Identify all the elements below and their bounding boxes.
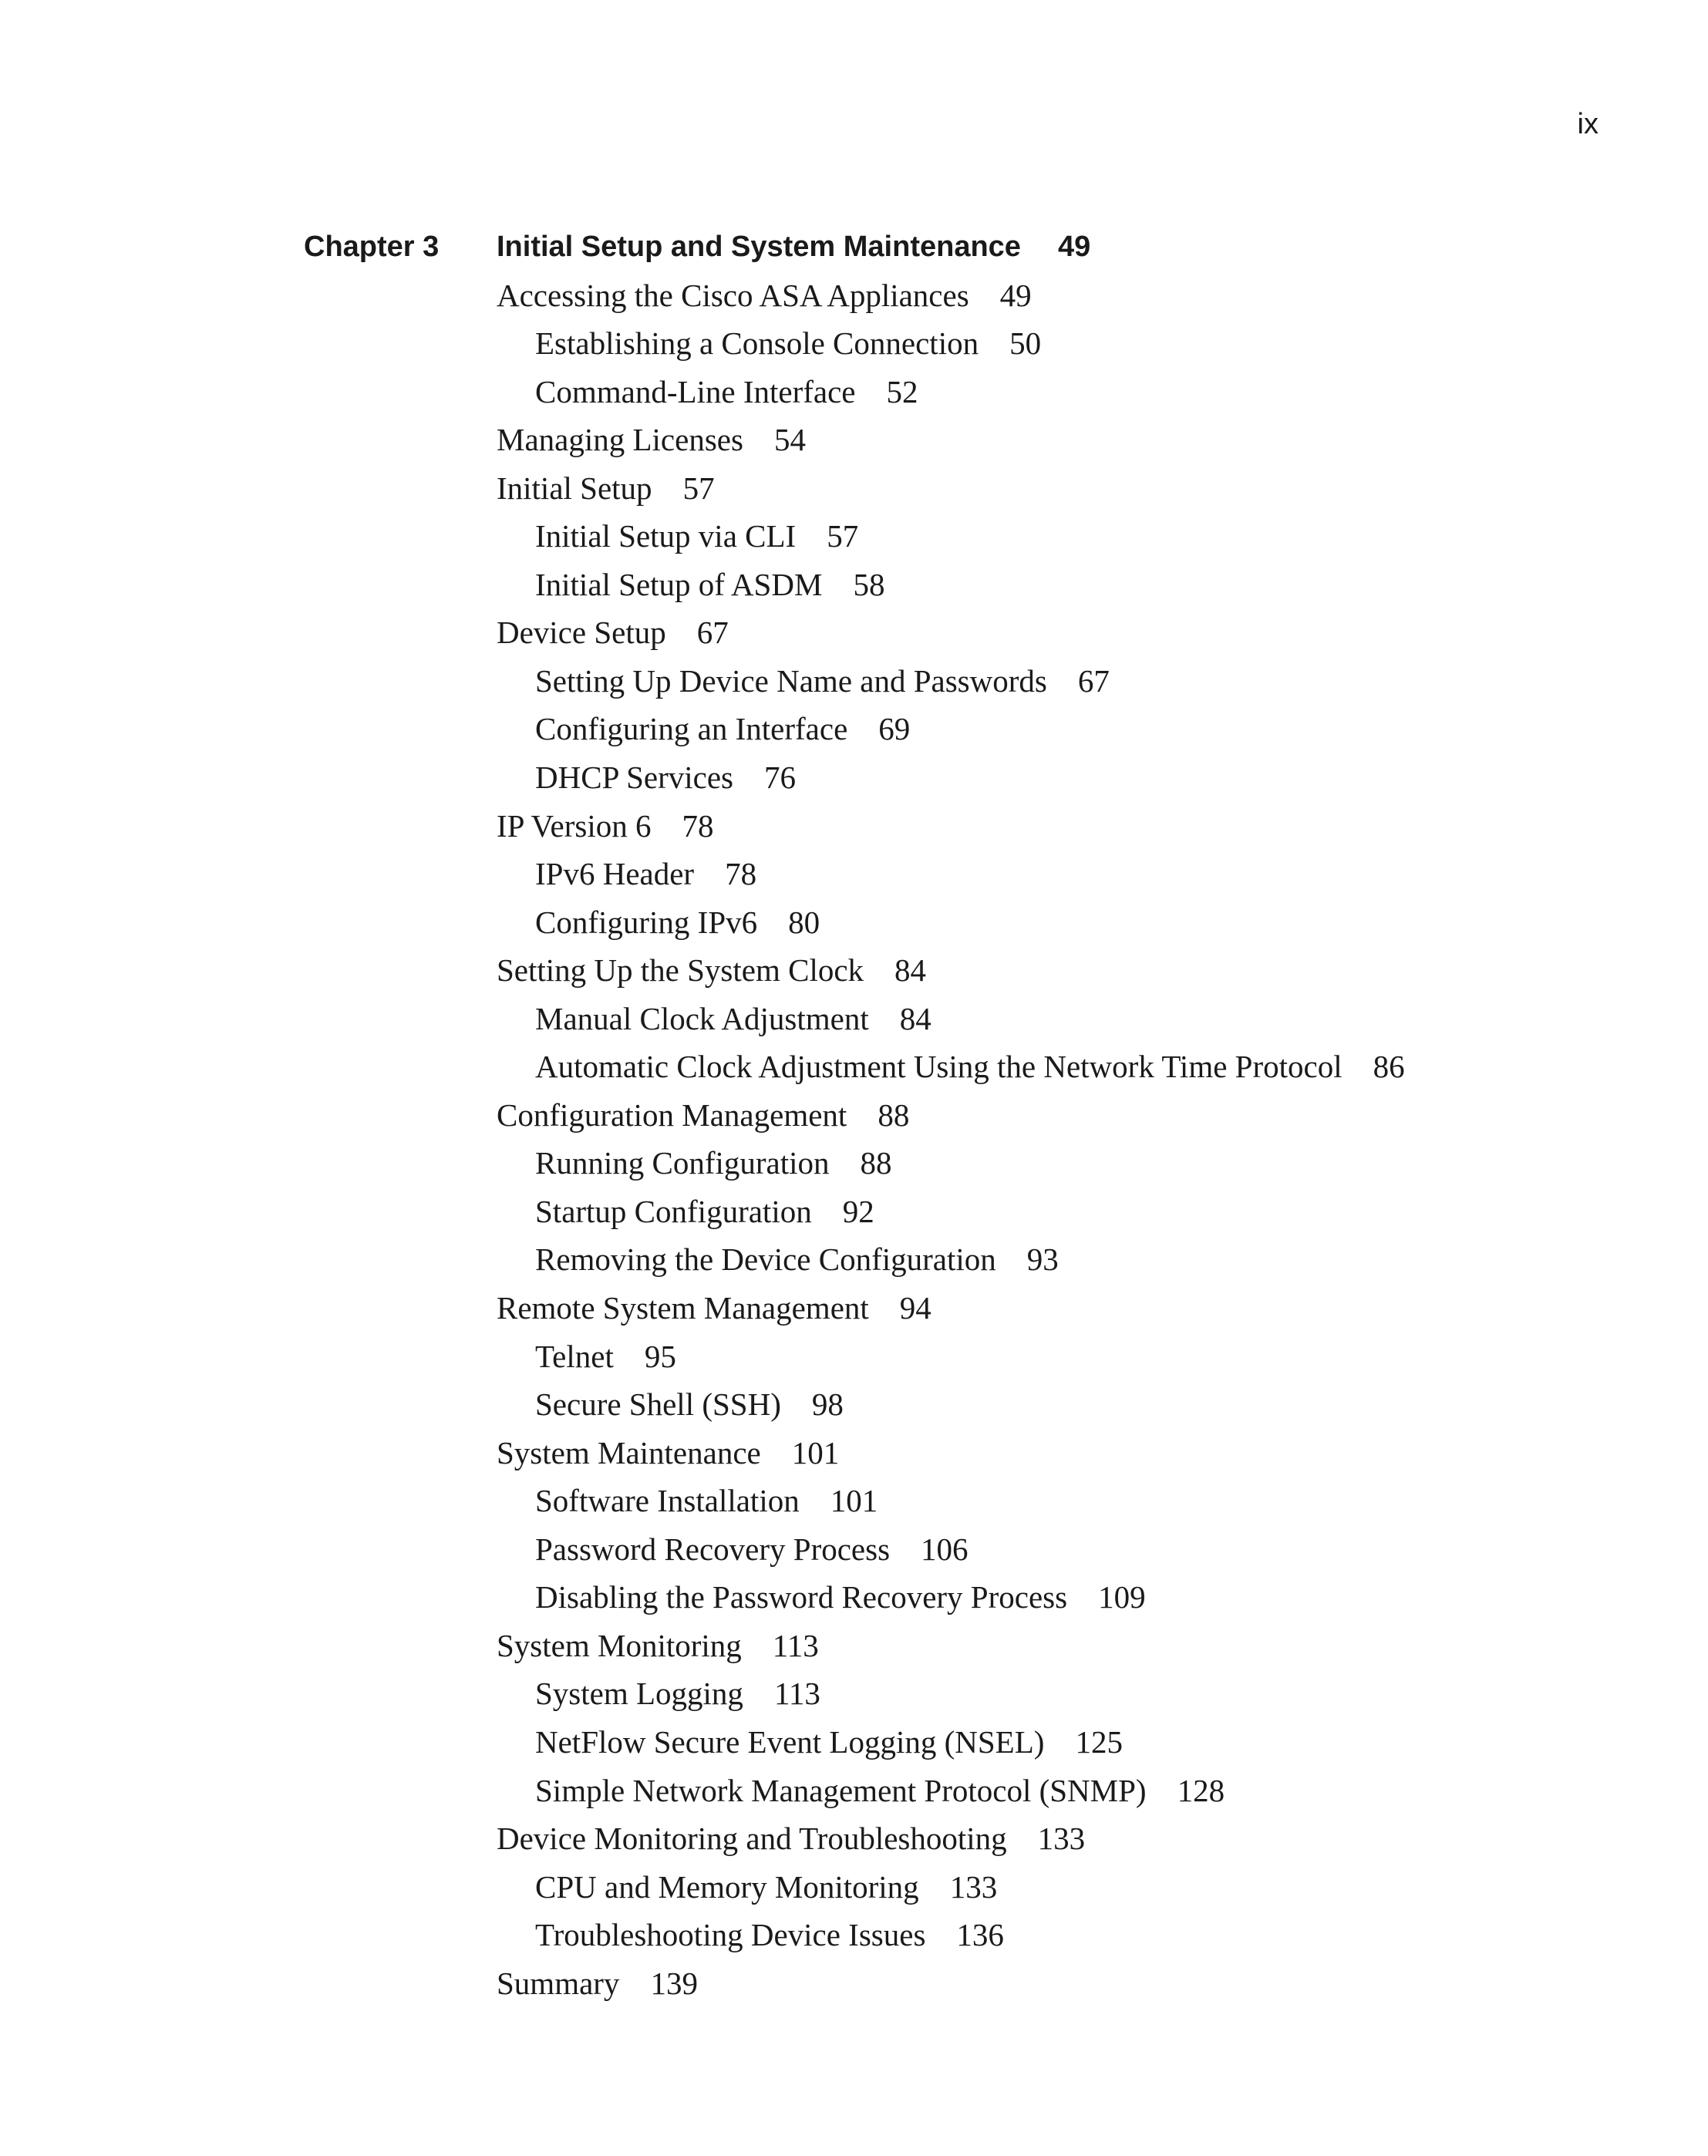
toc-entry-title: Startup Configuration: [535, 1193, 812, 1229]
toc-section-entry[interactable]: [497, 1289, 1405, 1338]
toc-entry-title: Initial Setup via CLI: [535, 518, 797, 554]
toc-subsection-entry[interactable]: [497, 1578, 1405, 1627]
toc-section-entry[interactable]: [497, 277, 1405, 325]
toc-subsection-entry[interactable]: [497, 1482, 1405, 1531]
toc-entry-page-number: 67: [696, 615, 729, 651]
toc-entry-page-number: 139: [650, 1965, 698, 2001]
toc-entry-title: Initial Setup of ASDM: [535, 566, 823, 602]
toc-subsection-entry[interactable]: [497, 904, 1405, 952]
toc-section-entry[interactable]: [497, 1097, 1405, 1145]
toc-entry-page-number: 133: [1037, 1821, 1086, 1857]
toc-entry-page-number: 52: [886, 373, 918, 409]
toc-subsection-entry[interactable]: [497, 1723, 1405, 1772]
toc-entry-page-number: 109: [1098, 1579, 1146, 1615]
toc-entry-title: Establishing a Console Connection: [535, 325, 979, 362]
toc-entry-page-number: 78: [682, 807, 714, 844]
toc-entry-title: Initial Setup: [497, 470, 652, 506]
toc-entry-page-number: 93: [1026, 1241, 1059, 1278]
toc-entry-page-number: 125: [1075, 1723, 1123, 1760]
toc-entry-title: Manual Clock Adjustment: [535, 1000, 869, 1036]
toc-entry-title: Setting Up the System Clock: [497, 952, 864, 989]
toc-entry-title: Removing the Device Configuration: [535, 1241, 996, 1278]
toc-section-entry[interactable]: [497, 421, 1405, 470]
toc-entry-title: Remote System Management: [497, 1290, 869, 1326]
toc-entry-title: CPU and Memory Monitoring: [535, 1868, 919, 1905]
toc-entry-title: Accessing the Cisco ASA Appliances: [497, 277, 969, 313]
page-number: ix: [1577, 108, 1599, 140]
toc-section-entry[interactable]: [497, 614, 1405, 662]
toc-subsection-entry[interactable]: [497, 759, 1405, 807]
toc-subsection-entry[interactable]: [497, 1048, 1405, 1097]
toc-subsection-entry[interactable]: [497, 1916, 1405, 1965]
toc-section-entry[interactable]: [497, 470, 1405, 518]
toc-entry-page-number: 95: [644, 1338, 676, 1374]
toc-entry-page-number: 133: [949, 1868, 998, 1905]
chapter-heading[interactable]: [497, 228, 1405, 277]
toc-entry-title: Disabling the Password Recovery Process: [535, 1579, 1068, 1615]
toc-subsection-entry[interactable]: [497, 1386, 1405, 1434]
toc-entry-title: Telnet: [535, 1338, 614, 1374]
toc-subsection-entry[interactable]: [497, 1338, 1405, 1386]
toc-subsection-entry[interactable]: [497, 517, 1405, 566]
chapter-label: Chapter 3: [304, 231, 440, 263]
chapter-page-number: 49: [1057, 231, 1091, 263]
toc-entry-title: Command-Line Interface: [535, 373, 856, 409]
toc-subsection-entry[interactable]: [497, 325, 1405, 373]
toc-entry-page-number: 57: [682, 470, 715, 506]
toc-entry-title: Configuration Management: [497, 1097, 847, 1133]
toc-entry-title: Configuring IPv6: [535, 904, 758, 940]
toc-entry-title: Managing Licenses: [497, 422, 743, 458]
toc-entry-title: Configuring an Interface: [535, 711, 848, 747]
toc-entry-title: Software Installation: [535, 1483, 800, 1519]
toc-entry-title: Device Monitoring and Troubleshooting: [497, 1821, 1007, 1857]
toc-entry-page-number: 92: [842, 1193, 874, 1229]
toc-entry-page-number: 101: [791, 1434, 840, 1470]
toc-entry-page-number: 50: [1009, 325, 1042, 362]
toc-entry-page-number: 106: [921, 1531, 969, 1567]
toc-entry-title: Troubleshooting Device Issues: [535, 1917, 926, 1953]
toc-subsection-entry[interactable]: [497, 1772, 1405, 1821]
toc-subsection-entry[interactable]: [497, 710, 1405, 759]
toc-subsection-entry[interactable]: [497, 1193, 1405, 1241]
toc-subsection-entry[interactable]: [497, 1531, 1405, 1579]
toc-entry-page-number: 88: [860, 1145, 892, 1181]
toc-entry-page-number: 128: [1177, 1772, 1225, 1808]
toc-entry-title: Running Configuration: [535, 1145, 830, 1181]
toc-section-entry[interactable]: [497, 1965, 1405, 2013]
toc-entry-page-number: 113: [772, 1627, 819, 1663]
toc-entry-page-number: 86: [1373, 1049, 1405, 1085]
toc-entry-title: Summary: [497, 1965, 620, 2001]
toc-entry-page-number: 78: [725, 856, 757, 892]
toc-subsection-entry[interactable]: [497, 1241, 1405, 1289]
table-of-contents: [497, 228, 1405, 2013]
toc-entry-page-number: 58: [853, 566, 885, 602]
toc-entry-page-number: 76: [764, 760, 796, 796]
toc-subsection-entry[interactable]: [497, 662, 1405, 711]
toc-entry-page-number: 67: [1077, 662, 1110, 699]
toc-subsection-entry[interactable]: [497, 373, 1405, 422]
toc-subsection-entry[interactable]: [497, 1868, 1405, 1917]
chapter-title: Initial Setup and System Maintenance: [497, 231, 1021, 263]
toc-entry-title: System Logging: [535, 1676, 743, 1712]
toc-section-entry[interactable]: [497, 1820, 1405, 1868]
toc-subsection-entry[interactable]: [497, 1675, 1405, 1723]
toc-entry-title: System Maintenance: [497, 1434, 761, 1470]
toc-entry-page-number: 49: [999, 277, 1032, 313]
toc-entry-page-number: 54: [773, 422, 806, 458]
toc-entry-title: Simple Network Management Protocol (SNMP): [535, 1772, 1147, 1808]
toc-subsection-entry[interactable]: [497, 566, 1405, 615]
toc-section-entry[interactable]: [497, 1627, 1405, 1676]
toc-entry-title: NetFlow Secure Event Logging (NSEL): [535, 1723, 1045, 1760]
toc-entry-page-number: 57: [827, 518, 859, 554]
toc-entry-page-number: 94: [899, 1290, 931, 1326]
toc-entry-title: Automatic Clock Adjustment Using the Network Time Protocol: [535, 1049, 1342, 1085]
toc-entry-title: IPv6 Header: [535, 856, 695, 892]
toc-entry-title: Secure Shell (SSH): [535, 1386, 781, 1423]
toc-entry-page-number: 88: [878, 1097, 910, 1133]
toc-entry-title: DHCP Services: [535, 760, 733, 796]
toc-entry-page-number: 69: [878, 711, 911, 747]
toc-entry-title: IP Version 6: [497, 807, 652, 844]
toc-subsection-entry[interactable]: [497, 1144, 1405, 1193]
toc-entry-title: Device Setup: [497, 615, 666, 651]
toc-subsection-entry[interactable]: [497, 1000, 1405, 1049]
toc-section-entry[interactable]: [497, 807, 1405, 856]
toc-section-entry[interactable]: [497, 952, 1405, 1000]
toc-entry-title: Setting Up Device Name and Passwords: [535, 662, 1047, 699]
toc-entry-page-number: 101: [830, 1483, 878, 1519]
toc-entry-page-number: 84: [899, 1000, 931, 1036]
toc-entry-title: System Monitoring: [497, 1627, 742, 1663]
toc-entry-page-number: 136: [956, 1917, 1004, 1953]
toc-entry-page-number: 84: [894, 952, 927, 989]
toc-entry-page-number: 80: [788, 904, 820, 940]
toc-subsection-entry[interactable]: [497, 855, 1405, 904]
toc-entry-page-number: 113: [773, 1676, 820, 1712]
toc-entry-title: Password Recovery Process: [535, 1531, 891, 1567]
toc-section-entry[interactable]: [497, 1434, 1405, 1483]
toc-entry-page-number: 98: [811, 1386, 844, 1423]
